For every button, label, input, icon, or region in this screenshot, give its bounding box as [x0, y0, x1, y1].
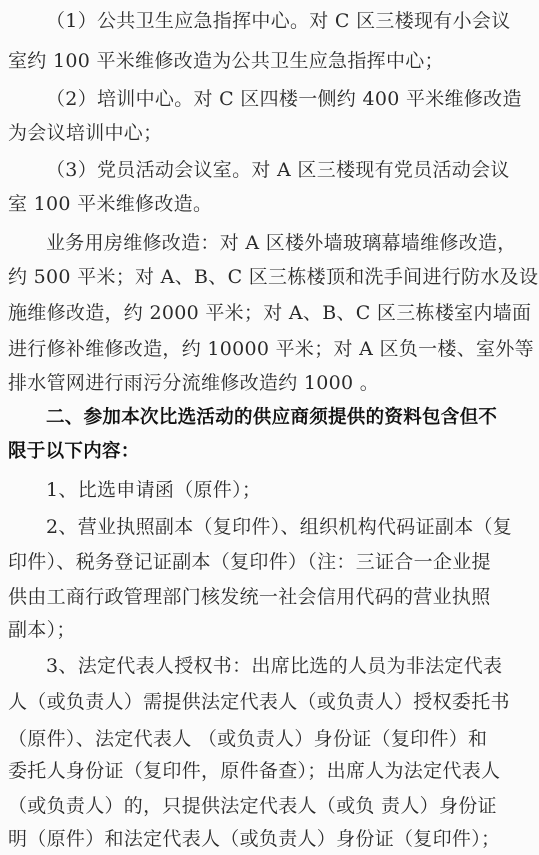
text-line: （或负责人）的，只提供法定代表人（或负 责人）身份证 [8, 795, 497, 817]
text-line: 副本）； [8, 619, 76, 641]
text-line: 明（原件）和法定代表人（或负责人）身份证（复印件）； [8, 828, 501, 850]
text-line: 室 100 平米维修改造。 [8, 193, 213, 215]
text-line: 室约 100 平米维修改造为公共卫生应急指挥中心； [8, 50, 444, 72]
text-line: 2、营业执照副本（复印件）、组织机构代码证副本（复 [46, 516, 513, 538]
text-line: 业务用房维修改造：对 A 区楼外墙玻璃幕墙维修改造， [46, 232, 517, 254]
text-line: 委托人身份证（复印件，原件备查）；出席人为法定代表人 [8, 760, 501, 782]
text-line: （3）党员活动会议室。对 A 区三楼现有党员活动会议 [46, 159, 510, 181]
section-heading: 二、参加本次比选活动的供应商须提供的资料包含但不 [46, 407, 498, 428]
text-line: 排水管网进行雨污分流维修改造约 1000 。 [8, 372, 380, 394]
text-line: 约 500 平米；对 A、B、C 区三栋楼顶和洗手间进行防水及设 [8, 266, 539, 288]
text-line: 人（或负责人）需提供法定代表人（或负责人）授权委托书 [8, 691, 510, 713]
text-line: 为会议培训中心； [8, 122, 163, 144]
text-line: （1）公共卫生应急指挥中心。对 C 区三楼现有小会议 [46, 10, 511, 32]
text-line: （2）培训中心。对 C 区四楼一侧约 400 平米维修改造 [46, 88, 522, 110]
section-heading-continued: 限于以下内容： [8, 441, 140, 462]
text-line: 进行修补维修改造，约 10000 平米；对 A 区负一楼、室外等 [8, 338, 534, 360]
text-line: 1、比选申请函（原件）； [46, 479, 262, 501]
text-line: （原件）、法定代表人 （或负责人）身份证（复印件）和 [8, 728, 488, 750]
text-line: 施维修改造，约 2000 平米；对 A、B、C 区三栋楼室内墙面 [8, 302, 532, 324]
text-line: 供由工商行政管理部门核发统一社会信用代码的营业执照 [8, 586, 491, 608]
text-line: 印件）、税务登记证副本（复印件）（注：三证合一企业提 [8, 551, 491, 573]
text-line: 3、法定代表人授权书：出席比选的人员为非法定代表 [46, 655, 503, 677]
